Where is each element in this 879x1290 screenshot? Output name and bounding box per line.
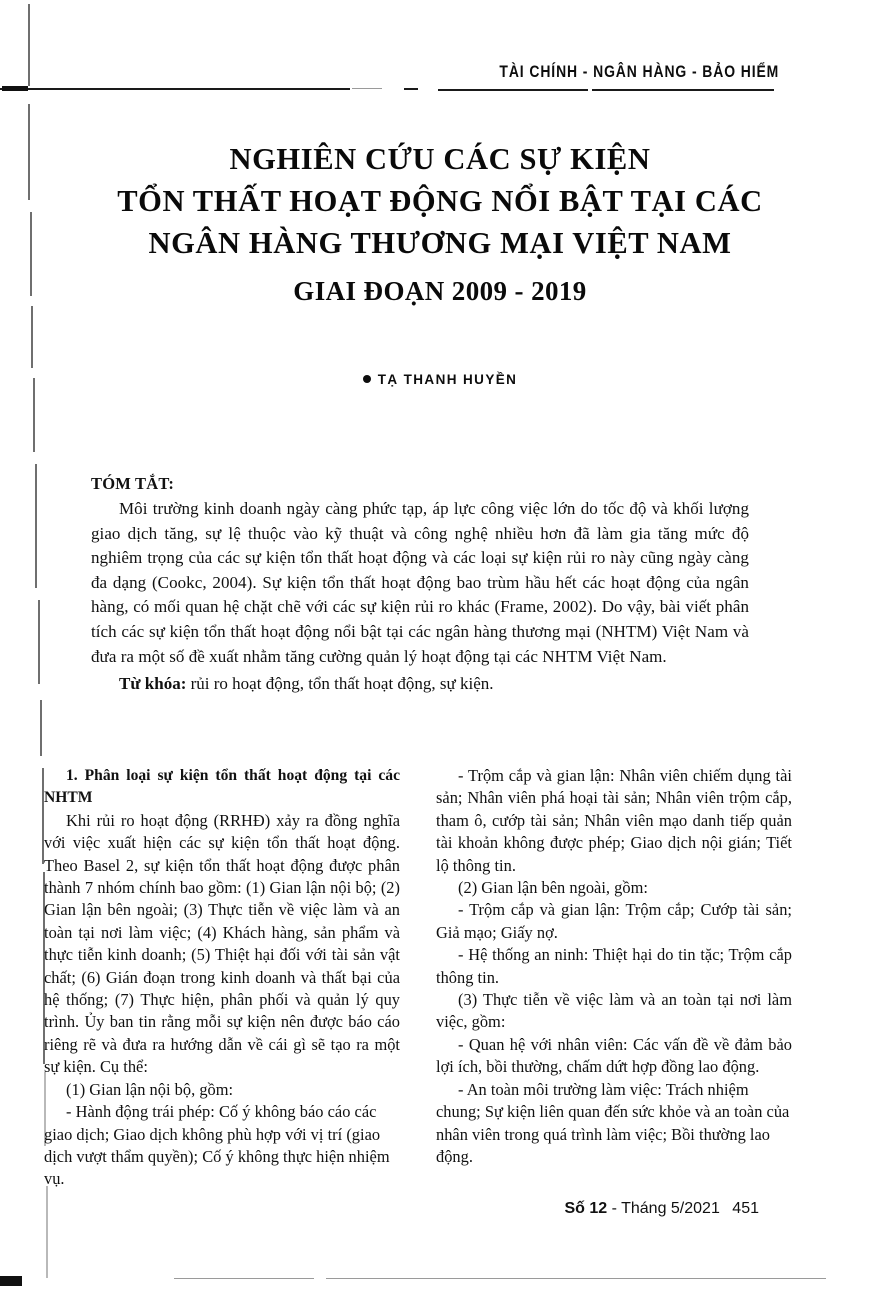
left-column (44, 765, 400, 1191)
scan-artifact-vertical-line (28, 104, 30, 200)
keywords-label: Từ khóa: (119, 674, 187, 694)
right-column (436, 765, 792, 1191)
scan-artifact-vertical-line (28, 4, 30, 86)
body-columns (44, 765, 792, 1191)
scan-artifact-line (326, 1278, 826, 1279)
paragraph: (2) Gian lận bên ngoài, gồm: (458, 878, 648, 898)
paragraph: (3) Thực tiễn về việc làm và an toàn tại nơi làm việc, gồm: (436, 990, 792, 1032)
scan-artifact-vertical-line (46, 1186, 48, 1278)
scan-artifact-line (174, 1278, 314, 1279)
paragraph: - Trộm cắp và gian lận: Trộm cắp; Cướp tài sản; Giả mạo; Giấy nợ. (436, 900, 792, 942)
keywords-line (91, 672, 749, 697)
page-number: 451 (732, 1200, 759, 1217)
issue-date: - Tháng 5/2021 (611, 1200, 720, 1217)
author-byline (70, 372, 810, 387)
author-name: TẠ THANH HUYỀN (377, 372, 518, 387)
paragraph: - Quan hệ với nhân viên: Các vấn đề về đảm bảo lợi ích, bồi thường, chấm dứt hợp đồng lao động. (436, 1034, 792, 1077)
paragraph: - An toàn môi trường làm việc: Trách nhiệm chung; Sự kiện liên quan đến sức khỏe và an toàn của nhân viên trong quá trình làm việc; Bồi thường lao động. (436, 1079, 790, 1166)
page-footer (564, 1200, 759, 1218)
bullet-dot-icon (363, 375, 371, 383)
scan-artifact-vertical-line (35, 464, 37, 588)
scan-artifact-vertical-line (38, 600, 40, 684)
paragraph: (1) Gian lận nội bộ, gồm: (66, 1079, 234, 1099)
scan-artifact-vertical-line (30, 212, 32, 296)
section-heading-1: 1. Phân loại sự kiện tổn thất hoạt động tại các NHTM (44, 767, 400, 807)
issue-number: Số 12 (564, 1200, 608, 1217)
masthead-section-title: TÀI CHÍNH - NGÂN HÀNG - BẢO HIỂM (499, 62, 779, 81)
paragraph: - Hành động trái phép: Cố ý không báo cáo các giao dịch; Giao dịch không phù hợp với vị trí (giao dịch vượt thẩm quyền); Cố ý không thực hiện nhiệm vụ. (44, 1102, 390, 1189)
header-rule (0, 88, 350, 90)
header-rule (592, 89, 774, 91)
header-rule (352, 88, 382, 89)
paragraph: - Hệ thống an ninh: Thiệt hại do tin tặc; Trộm cắp thông tin. (436, 945, 792, 987)
paragraph: - Trộm cắp và gian lận: Nhân viên chiếm dụng tài sản; Nhân viên phá hoại tài sản; Nhân viên trộm cắp, tham ô, cướp tài sản; Nhân viên mạo danh tiếp quản tài khoản không được phép; Giao dịch nội gián; Tiết lộ thông tin. (436, 766, 792, 875)
article-title (70, 138, 810, 312)
title-line-1: NGHIÊN CỨU CÁC SỰ KIỆN (229, 142, 651, 176)
scan-artifact-vertical-line (40, 700, 42, 756)
header-rule (404, 88, 418, 90)
scan-artifact-vertical-line (31, 306, 33, 368)
keywords-value: rủi ro hoạt động, tổn thất hoạt động, sự kiện. (186, 674, 494, 694)
scan-artifact-blob (0, 1276, 22, 1286)
scan-artifact-vertical-line (33, 378, 35, 452)
scan-artifact-blob (2, 86, 28, 91)
abstract-section (91, 474, 749, 697)
abstract-body: Môi trường kinh doanh ngày càng phức tạp, áp lực công việc lớn do tốc độ và khối lượng giao dịch tăng, sự lệ thuộc vào kỹ thuật và công nghệ nhiều hơn đã làm gia tăng mức độ nghiêm trọng của các sự kiện tổn thất hoạt động và các loại sự kiện rủi ro này cũng ngày càng đa dạng (Cookc, 2004). Sự kiện tổn thất hoạt động bao trùm hầu hết các hoạt động của ngân hàng, có mối quan hệ chặt chẽ với các sự kiện rủi ro khác (Frame, 2002). Do vậy, bài viết phân tích các sự kiện tổn thất hoạt động nổi bật tại các ngân hàng thương mại (NHTM) Việt Nam và đưa ra một số đề xuất nhằm tăng cường quản lý hoạt động tại các NHTM Việt Nam. (91, 499, 749, 666)
title-line-2: TỔN THẤT HOẠT ĐỘNG NỔI BẬT TẠI CÁC (117, 184, 763, 218)
title-line-3: NGÂN HÀNG THƯƠNG MẠI VIỆT NAM (148, 226, 732, 260)
paragraph: Khi rủi ro hoạt động (RRHĐ) xảy ra đồng nghĩa với việc xuất hiện các sự kiện tổn thất hoạt động. Theo Basel 2, sự kiện tổn thất hoạt động được phân thành 7 nhóm chính bao gồm: (1) Gian lận nội bộ; (2) Gian lận bên ngoài; (3) Thực tiễn về việc làm và an toàn tại nơi làm việc; (4) Khách hàng, sản phẩm và thực tiễn kinh doanh; (5) Thiệt hại đối với tài sản vật chất; (6) Gián đoạn trong kinh doanh và thất bại của hệ thống; (7) Thực hiện, phân phối và quản lý quy trình. Ủy ban tin rằng mỗi sự kiện nên được báo cáo riêng rẽ và đưa ra hướng dẫn về cái gì sẽ tạo ra một sự kiện. Cụ thể: (44, 810, 400, 1077)
header-rule (438, 89, 588, 91)
abstract-heading: TÓM TẮT: (91, 474, 175, 493)
title-line-4: GIAI ĐOẠN 2009 - 2019 (293, 276, 587, 306)
